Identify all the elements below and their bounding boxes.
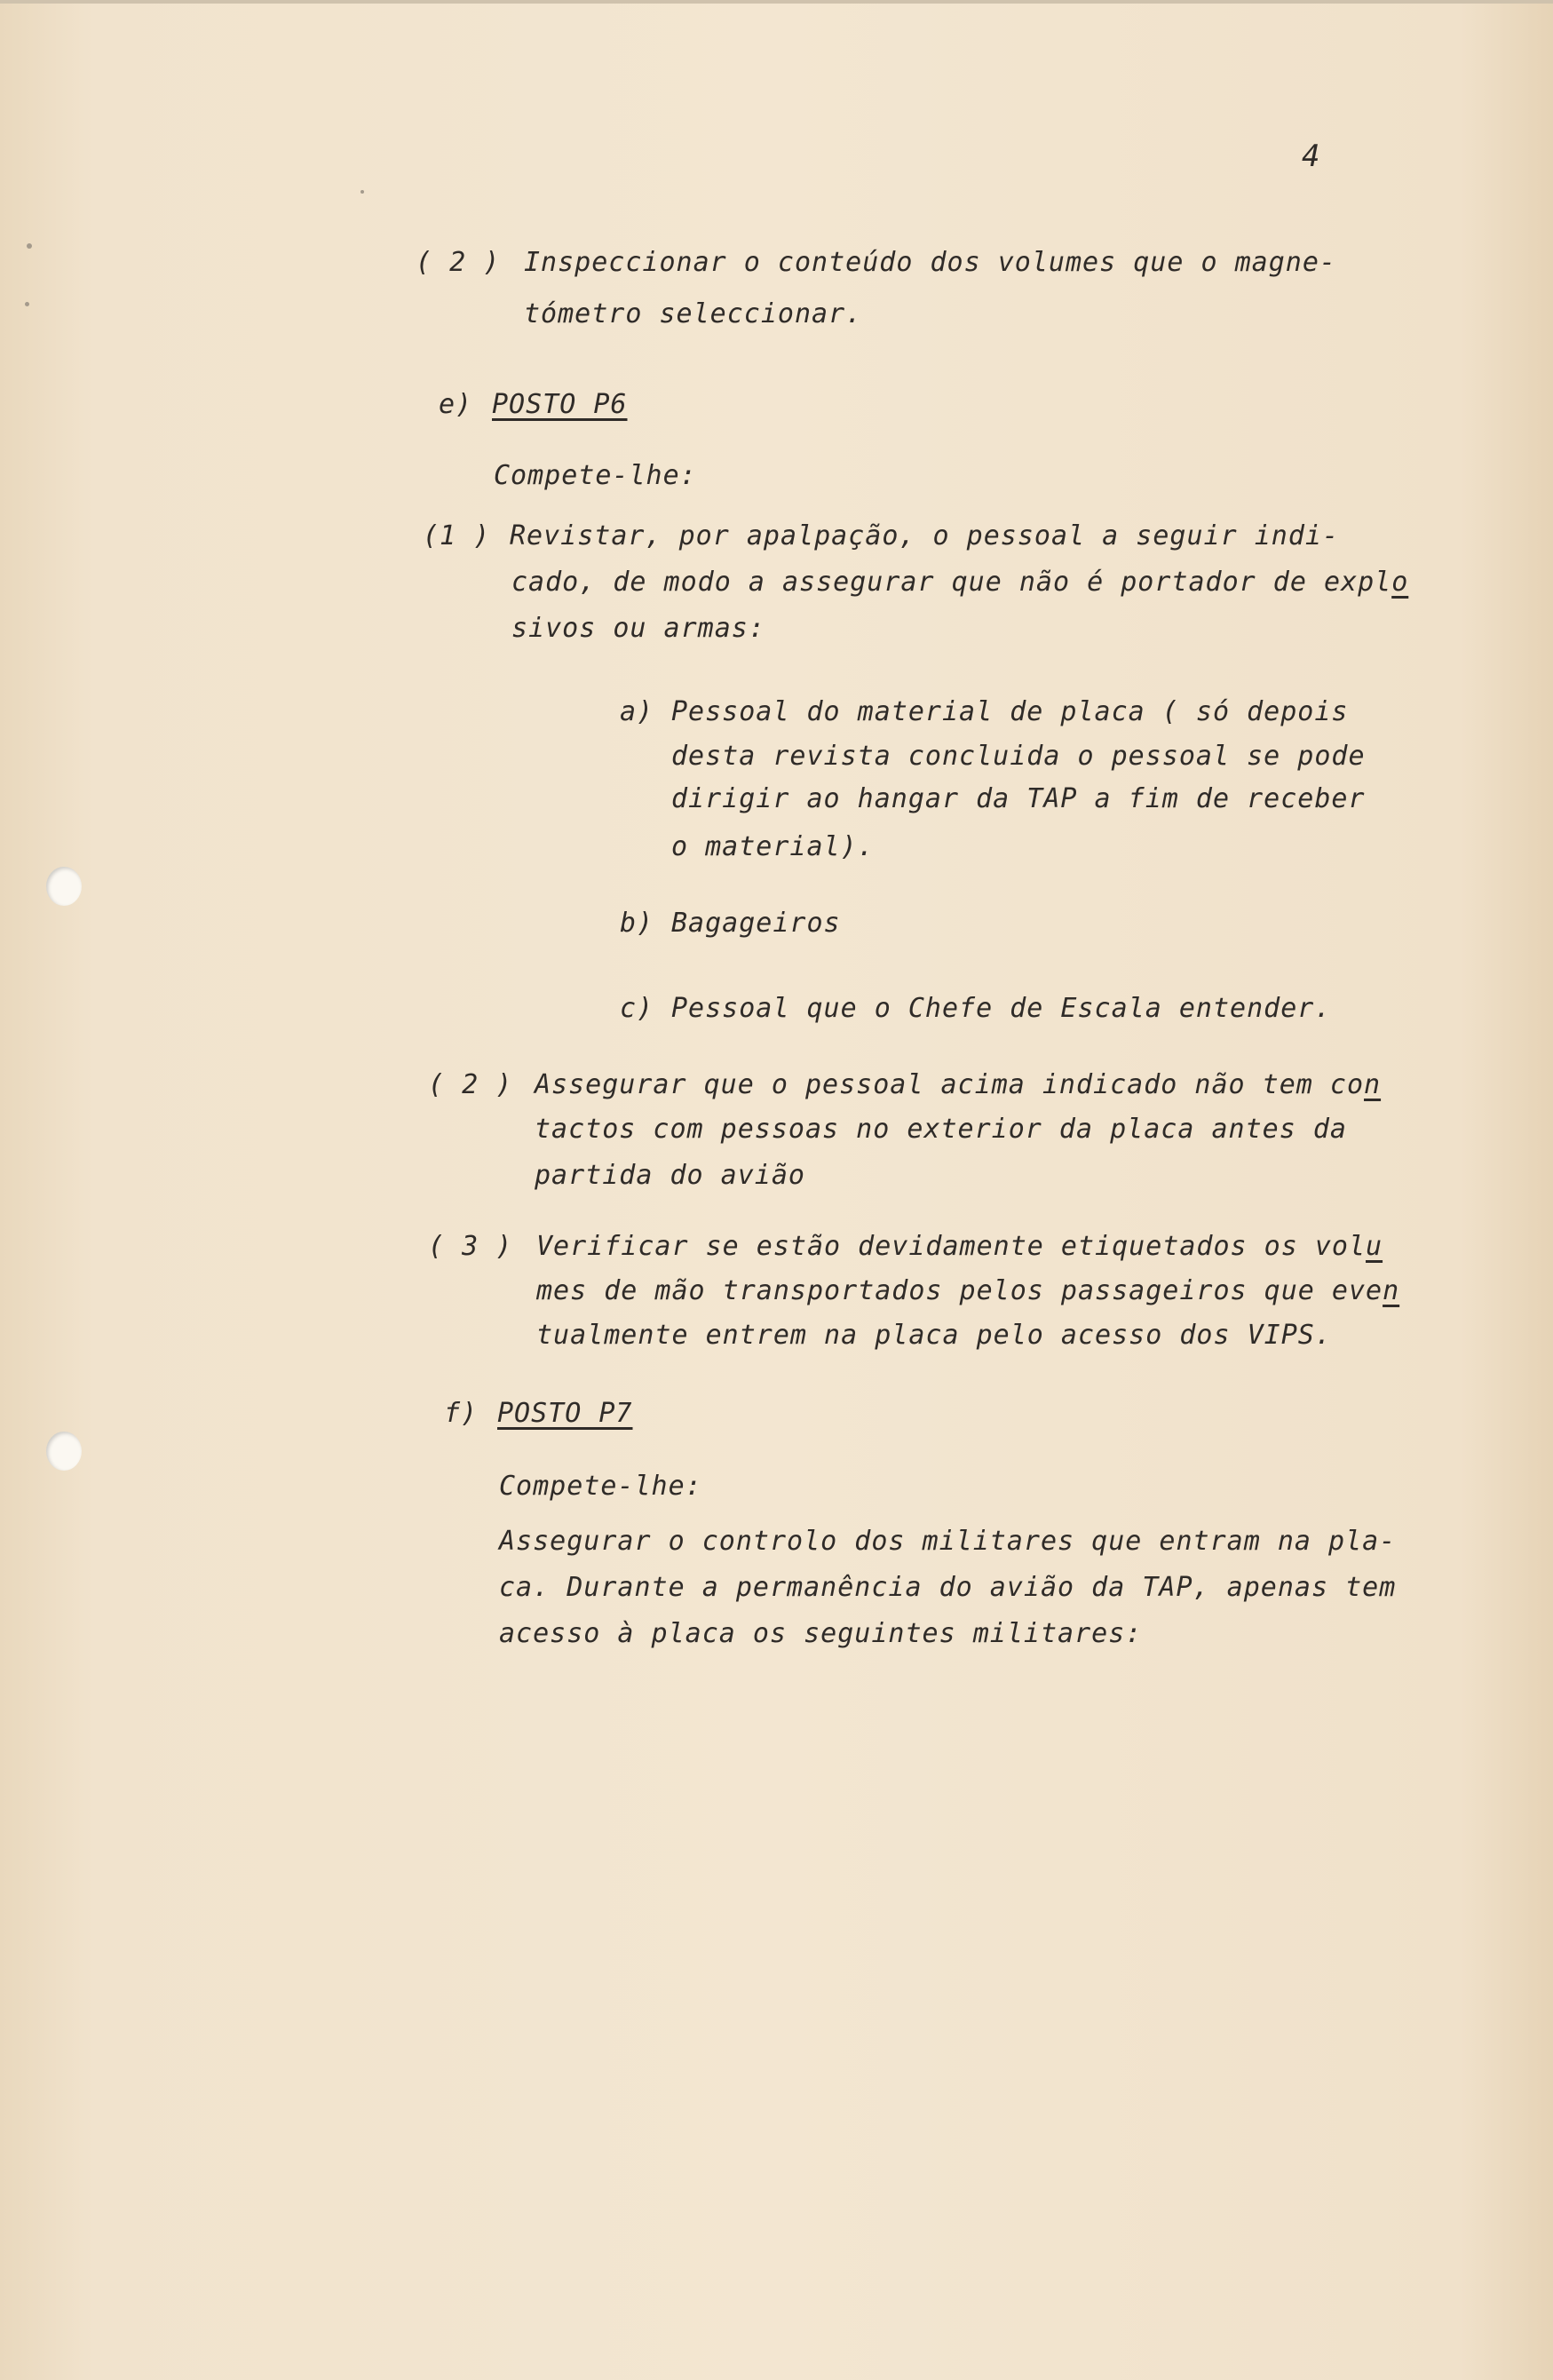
item-marker: ( 2 ) — [428, 1069, 513, 1100]
item-text-line: tómetro seleccionar. — [524, 298, 863, 329]
section-marker: f) — [444, 1398, 479, 1429]
subitem-text-line: dirigir ao hangar da TAP a fim de receber — [671, 783, 1366, 814]
item-text-line: Revistar, por apalpação, o pessoal a seguir indi- — [510, 520, 1340, 551]
section-title: POSTO P6 — [492, 389, 628, 420]
page-number: 4 — [1302, 139, 1321, 174]
item-text-line: cado, de modo a assegurar que não é portador de explo — [511, 567, 1409, 598]
page-top-edge — [0, 0, 1553, 4]
subitem-marker: c) — [620, 993, 654, 1024]
item-text-line: Inspeccionar o conteúdo dos volumes que o magne- — [524, 247, 1336, 278]
item-text-line: tualmente entrem na placa pelo acesso dos VIPS. — [536, 1320, 1332, 1351]
item-text-line: mes de mão transportados pelos passageiros que even — [536, 1275, 1400, 1306]
paragraph-line: Assegurar o controlo dos militares que entram na pla- — [499, 1526, 1397, 1557]
item-text-line: partida do avião — [535, 1160, 805, 1191]
item-text-line: tactos com pessoas no exterior da placa antes da — [535, 1114, 1347, 1145]
subitem-text-line: Pessoal do material de placa ( só depois — [671, 696, 1349, 727]
paragraph-line: acesso à placa os seguintes militares: — [499, 1618, 1143, 1649]
binder-hole-top — [46, 867, 82, 906]
subitem-text-line: Pessoal que o Chefe de Escala entender. — [671, 993, 1332, 1024]
paper-speck — [25, 302, 29, 306]
subitem-marker: b) — [620, 908, 654, 939]
item-text-line: sivos ou armas: — [511, 613, 765, 644]
section-marker: e) — [439, 389, 473, 420]
section-title: POSTO P7 — [497, 1398, 633, 1429]
section-intro: Compete-lhe: — [494, 460, 697, 491]
subitem-text-line: o material). — [671, 831, 875, 862]
item-marker: ( 2 ) — [416, 247, 501, 278]
item-text-line: Verificar se estão devidamente etiquetados os volu — [536, 1231, 1383, 1262]
subitem-text-line: Bagageiros — [671, 908, 841, 939]
item-marker: (1 ) — [423, 520, 491, 551]
paper-speck — [361, 190, 364, 194]
subitem-text-line: desta revista concluida o pessoal se pode — [671, 741, 1366, 772]
paragraph-line: ca. Durante a permanência do avião da TAP, apenas tem — [499, 1572, 1397, 1603]
item-marker: ( 3 ) — [428, 1231, 513, 1262]
binder-hole-bottom — [46, 1432, 82, 1471]
item-text-line: Assegurar que o pessoal acima indicado não tem con — [535, 1069, 1382, 1100]
section-intro: Compete-lhe: — [499, 1471, 702, 1502]
paper-speck — [27, 243, 32, 249]
subitem-marker: a) — [620, 696, 654, 727]
